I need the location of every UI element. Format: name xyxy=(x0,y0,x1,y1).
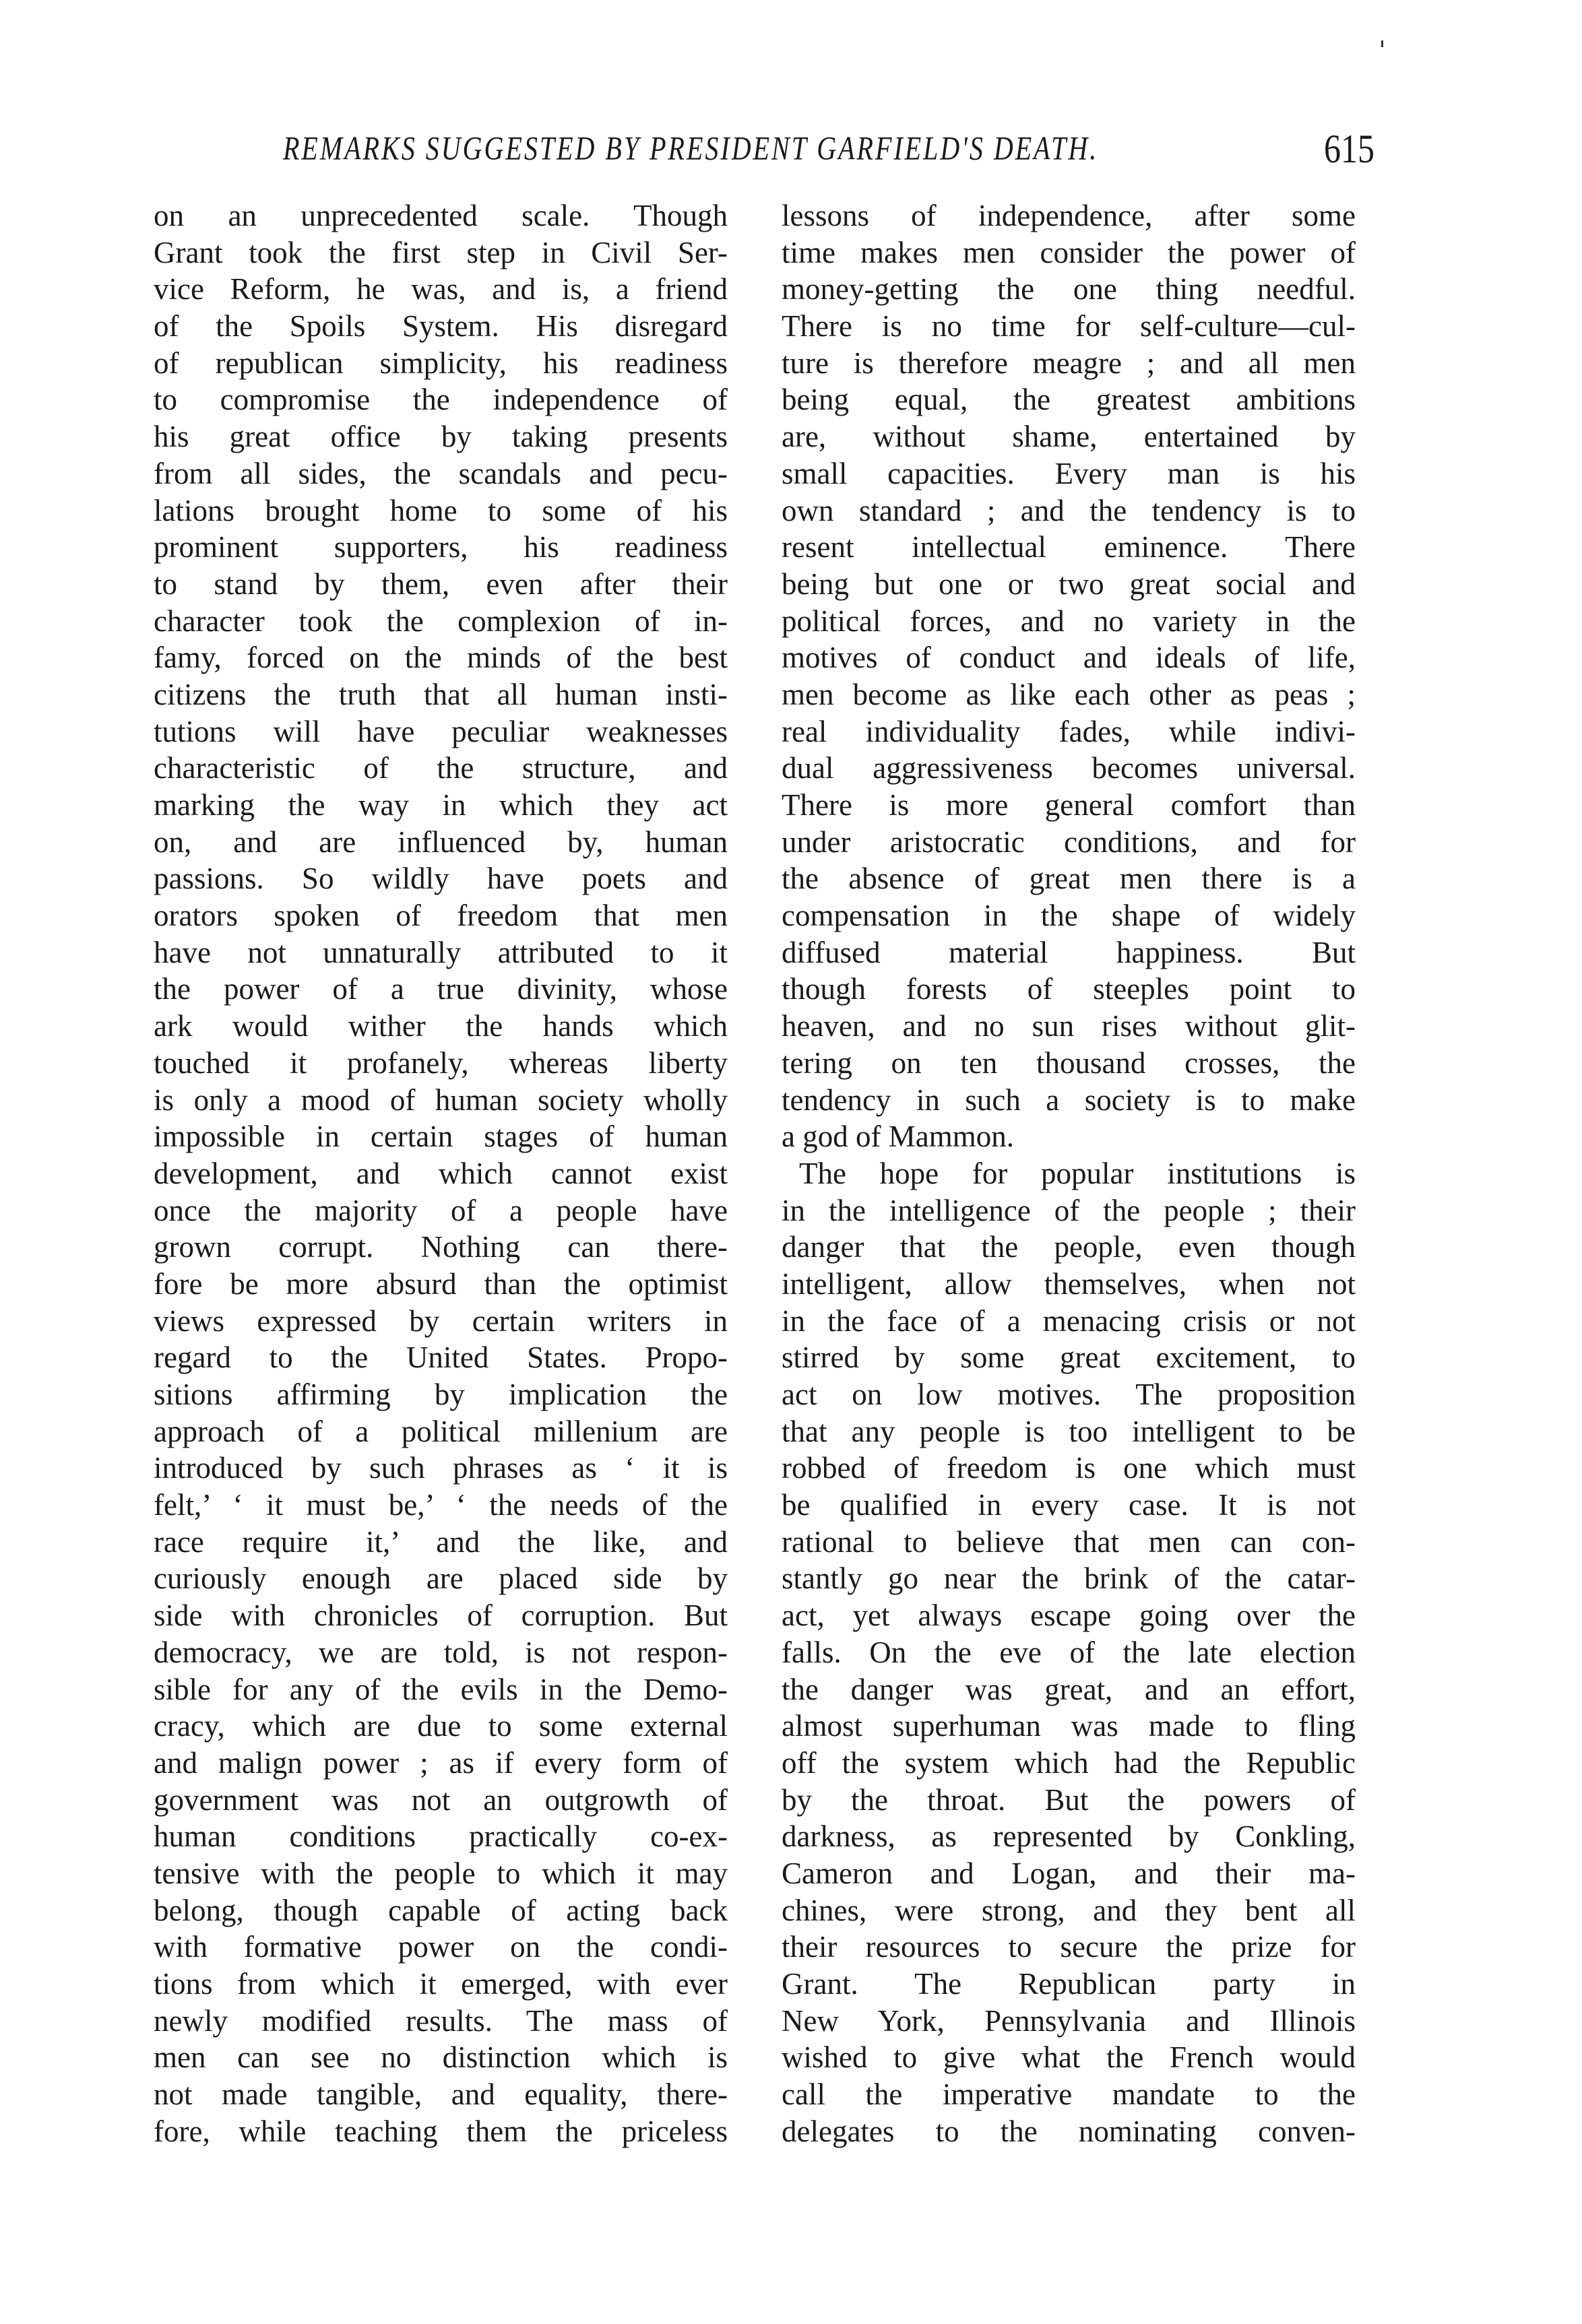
text-line: ture is therefore meagre ; and all men xyxy=(782,346,1356,380)
text-line: introduced by such phrases as ‘ it is xyxy=(154,1451,728,1485)
text-line: race require it,’ and the like, and xyxy=(154,1524,728,1559)
text-line: tensive with the people to which it may xyxy=(154,1856,728,1890)
running-title: REMARKS SUGGESTED BY PRESIDENT GARFIELD'S DEATH. xyxy=(283,129,1099,167)
text-line: diffused material happiness. But xyxy=(782,935,1356,969)
text-line: his great office by taking presents xyxy=(154,420,728,454)
text-line: intelligent, allow themselves, when not xyxy=(782,1266,1356,1301)
text-line: being but one or two great social and xyxy=(782,567,1356,601)
text-line: being equal, the greatest ambitions xyxy=(782,383,1356,417)
text-line: of the Spoils System. His disregard xyxy=(154,309,728,344)
text-line: heaven, and no sun rises without glit- xyxy=(782,1009,1356,1043)
text-line: resent intellectual eminence. There xyxy=(782,530,1356,564)
text-line: dual aggressiveness becomes universal. xyxy=(782,751,1356,785)
text-line: in the face of a menacing crisis or not xyxy=(782,1303,1356,1338)
text-line: under aristocratic conditions, and for xyxy=(782,825,1356,859)
scan-speck xyxy=(1381,40,1383,47)
text-line: passions. So wildly have poets and xyxy=(154,862,728,896)
text-line: sible for any of the evils in the Demo- xyxy=(154,1672,728,1706)
text-line: of republican simplicity, his readiness xyxy=(154,346,728,380)
text-line: orators spoken of freedom that men xyxy=(154,899,728,933)
text-line: time makes men consider the power of xyxy=(782,235,1356,269)
text-line: Grant took the first step in Civil Ser- xyxy=(154,235,728,269)
text-line: compensation in the shape of widely xyxy=(782,899,1356,933)
text-line: and malign power ; as if every form of xyxy=(154,1745,728,1780)
text-line: approach of a political millenium are xyxy=(154,1414,728,1448)
text-line: lessons of independence, after some xyxy=(782,199,1356,232)
text-line: cracy, which are due to some external xyxy=(154,1709,728,1743)
text-line: grown corrupt. Nothing can there- xyxy=(154,1230,728,1264)
text-line: chines, were strong, and they bent all xyxy=(782,1893,1356,1927)
text-line: be qualified in every case. It is not xyxy=(782,1488,1356,1522)
text-line: wished to give what the French would xyxy=(782,2040,1356,2075)
text-line: small capacities. Every man is his xyxy=(782,456,1356,490)
text-line: by the throat. But the powers of xyxy=(782,1782,1356,1817)
text-line: citizens the truth that all human insti- xyxy=(154,677,728,711)
text-line: vice Reform, he was, and is, a friend xyxy=(154,272,728,306)
text-line: on an unprecedented scale. Though xyxy=(154,199,728,232)
text-line: human conditions practically co-ex- xyxy=(154,1819,728,1854)
text-line: in the intelligence of the people ; their xyxy=(782,1193,1356,1227)
text-line: their resources to secure the prize for xyxy=(782,1930,1356,1964)
text-line: delegates to the nominating conven- xyxy=(782,2114,1356,2148)
text-line: act, yet always escape going over the xyxy=(782,1599,1356,1633)
text-line: Grant. The Republican party in xyxy=(782,1967,1356,2001)
text-line: to stand by them, even after their xyxy=(154,567,728,601)
text-line: danger that the people, even though xyxy=(782,1230,1356,1264)
text-line: stirred by some great excitement, to xyxy=(782,1341,1356,1375)
text-line: rational to believe that men can con- xyxy=(782,1524,1356,1559)
text-line: character took the complexion of in- xyxy=(154,604,728,638)
text-line: impossible in certain stages of human xyxy=(154,1120,728,1154)
text-line: with formative power on the condi- xyxy=(154,1930,728,1964)
page-number: 615 xyxy=(1324,126,1374,172)
text-line: have not unnaturally attributed to it xyxy=(154,935,728,969)
text-line: development, and which cannot exist xyxy=(154,1156,728,1190)
text-line: fore, while teaching them the priceless xyxy=(154,2114,728,2148)
text-line: robbed of freedom is one which must xyxy=(782,1451,1356,1485)
text-line: New York, Pennsylvania and Illinois xyxy=(782,2003,1356,2038)
text-line: There is no time for self-culture—cul- xyxy=(782,309,1356,344)
text-line: almost superhuman was made to fling xyxy=(782,1709,1356,1743)
text-line: tendency in such a society is to make xyxy=(782,1083,1356,1117)
text-line: men can see no distinction which is xyxy=(154,2040,728,2075)
text-line: men become as like each other as peas ; xyxy=(782,677,1356,711)
text-line: tions from which it emerged, with ever xyxy=(154,1967,728,2001)
text-line: Cameron and Logan, and their ma- xyxy=(782,1856,1356,1890)
text-line: on, and are influenced by, human xyxy=(154,825,728,859)
text-line: lations brought home to some of his xyxy=(154,493,728,527)
text-line: from all sides, the scandals and pecu- xyxy=(154,456,728,490)
text-line: political forces, and no variety in the xyxy=(782,604,1356,638)
text-line: government was not an outgrowth of xyxy=(154,1782,728,1817)
text-line: a god of Mammon. xyxy=(782,1120,1014,1154)
text-line: to compromise the independence of xyxy=(154,383,728,417)
text-line: prominent supporters, his readiness xyxy=(154,530,728,564)
text-line: fore be more absurd than the optimist xyxy=(154,1266,728,1301)
text-line: that any people is too intelligent to be xyxy=(782,1414,1356,1448)
text-line: curiously enough are placed side by xyxy=(154,1561,728,1596)
text-line: The hope for popular institutions is xyxy=(799,1156,1356,1190)
text-line: felt,’ ‘ it must be,’ ‘ the needs of the xyxy=(154,1488,728,1522)
text-line: famy, forced on the minds of the best xyxy=(154,641,728,675)
text-line: off the system which had the Republic xyxy=(782,1745,1356,1780)
text-line: the danger was great, and an effort, xyxy=(782,1672,1356,1706)
text-line: newly modified results. The mass of xyxy=(154,2003,728,2038)
text-line: darkness, as represented by Conkling, xyxy=(782,1819,1356,1854)
text-line: call the imperative mandate to the xyxy=(782,2077,1356,2112)
text-line: own standard ; and the tendency is to xyxy=(782,493,1356,527)
text-line: side with chronicles of corruption. But xyxy=(154,1599,728,1633)
text-line: act on low motives. The proposition xyxy=(782,1378,1356,1411)
text-line: ark would wither the hands which xyxy=(154,1009,728,1043)
right-column xyxy=(782,197,1356,2150)
text-line: regard to the United States. Propo- xyxy=(154,1341,728,1375)
text-line: belong, though capable of acting back xyxy=(154,1893,728,1927)
text-line: touched it profanely, whereas liberty xyxy=(154,1045,728,1080)
text-line: There is more general comfort than xyxy=(782,788,1356,822)
text-line: tering on ten thousand crosses, the xyxy=(782,1045,1356,1080)
text-line: are, without shame, entertained by xyxy=(782,420,1356,454)
text-line: though forests of steeples point to xyxy=(782,972,1356,1006)
text-line: the absence of great men there is a xyxy=(782,862,1356,896)
text-line: the power of a true divinity, whose xyxy=(154,972,728,1006)
text-line: views expressed by certain writers in xyxy=(154,1303,728,1338)
text-line: characteristic of the structure, and xyxy=(154,751,728,785)
text-line: tutions will have peculiar weaknesses xyxy=(154,714,728,748)
text-line: democracy, we are told, is not respon- xyxy=(154,1635,728,1669)
text-line: money-getting the one thing needful. xyxy=(782,272,1356,306)
text-line: not made tangible, and equality, there- xyxy=(154,2077,728,2112)
text-line: marking the way in which they act xyxy=(154,788,728,822)
text-line: real individuality fades, while indivi- xyxy=(782,714,1356,748)
text-line: falls. On the eve of the late election xyxy=(782,1635,1356,1669)
text-line: motives of conduct and ideals of life, xyxy=(782,641,1356,675)
text-line: once the majority of a people have xyxy=(154,1193,728,1227)
text-line: stantly go near the brink of the catar- xyxy=(782,1561,1356,1596)
running-header xyxy=(283,126,1374,172)
left-column xyxy=(154,197,728,2150)
text-line: sitions affirming by implication the xyxy=(154,1378,728,1411)
text-line: is only a mood of human society wholly xyxy=(154,1083,728,1117)
